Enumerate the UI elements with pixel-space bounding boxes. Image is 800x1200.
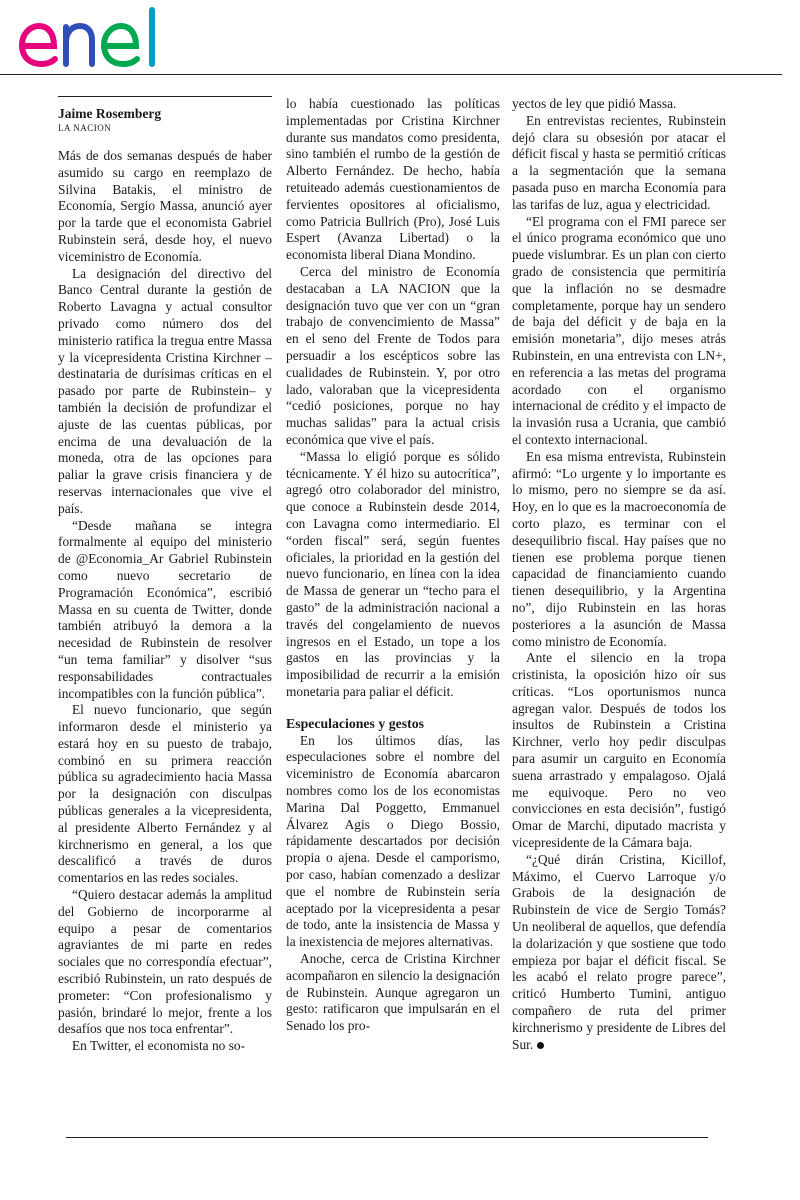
paragraph: lo había cuestionado las políticas implementadas por Cristina Kirchner durante sus mandatos como presidenta, sino también el rumbo de la gestión de Alberto Fernández. De hecho, había retuiteado además cuestionamientos de fervientes opositores al oficialismo, como Patricia Bullrich (Pro), José Luis Espert (Avanza Libertad) o la economista liberal Diana Mondino.: [286, 96, 500, 263]
paragraph: Cerca del ministro de Economía destacaban a LA NACION que la designación tuvo que ver con un “gran trabajo de convencimiento de Massa” en el seno del Frente de Todos para persuadir a los escépticos sobre las cualidades de Rubinstein. Y, por otro lado, valoraban que la vicepresidenta “cedió posiciones, porque no hay muchas salidas” para la actual crisis económica que vive el país.: [286, 263, 500, 447]
header-rule: [0, 74, 782, 75]
paragraph: En los últimos días, las especulaciones sobre el nombre del viceministro de Economía abarcaron nombres como los de los economistas Marina Dal Poggetto, Emmanuel Álvarez Agis o Diego Bossio, rápidamente descartados por decisión propia o ajena. Desde el camporismo, por caso, habían comenzado a deslizar que el nombre de Rubinstein sería aceptado por la vicepresidenta a pesar de todo, ante la insistencia de Massa y la inexistencia de mejores alternativas.: [286, 732, 500, 950]
end-mark-icon: [537, 1042, 544, 1049]
article-column-2: [286, 96, 500, 1035]
paragraph: El nuevo funcionario, que según informaron desde el ministerio ya estará hoy en su puesto de trabajo, combinó en su primera reacción pública su agradecimiento hacia Massa por la designación con disculpas públicas generales a la vicepresidenta, al presidente Alberto Fernández y al kirchnerismo en general, a los que descalificó a través de duros comentarios en las redes sociales.: [58, 702, 272, 886]
paragraph: En Twitter, el economista no so-: [72, 1038, 246, 1054]
logo-letter-e: [22, 26, 55, 64]
logo-letter-n: [66, 26, 92, 64]
paragraph-last: [512, 852, 726, 1054]
paragraph: En esa misma entrevista, Rubinstein afirmó: “Lo urgente y lo importante es lo mismo, pero no siempre se da así. Hoy, en lo que es la macroeconomía de corto plazo, es terminar con el desequilibrio fiscal. Hay países que no tienen ese problema porque tienen capacidad de financiamiento cuando tienen desequilibrio, y la Argentina no”, dijo Rubinstein en las horas posteriores a la asunción de Massa como ministro de Economía.: [512, 448, 726, 649]
paragraph: Ante el silencio en la tropa cristinista, la oposición hizo oír sus críticas. “Los oportunismos nunca agregan valor. Después de todos los insultos de Rubinstein a Cristina Kirchner, verlo hoy pedir disculpas para asumir un carguito en Economía suena arrastrado y empalagoso. Ojalá me equivoque. Pero no veo convicciones en esta decisión”, fustigó Omar de Marchi, diputado macrista y vicepresidente de la Cámara baja.: [512, 650, 726, 851]
enel-logo: [14, 6, 174, 70]
paragraph: “Quiero destacar además la amplitud del Gobierno de incorporarme al equipo a pesar de comentarios agraviantes de mi parte en redes sociales que no correspondía efectuar”, escribió Rubinstein, un rato después de prometer: “Con profesionalismo y pasión, brindaré lo mejor, frente a los desafíos que nos toca enfrentar”.: [58, 887, 272, 1037]
paragraph: La designación del directivo del Banco Central durante la gestión de Roberto Lavagna y actual consultor privado como número dos del ministerio ratifica la tregua entre Massa y la vicepresidenta Cristina Kirchner –destinataria de durísimas críticas en el pasado por parte de Rubinstein– y también la decisión de profundizar el ajuste de las cuentas públicas, por encima de una devaluación de la moneda, otra de las opciones para paliar la grave crisis financiera y de reservas internacionales que vive el país.: [58, 265, 272, 516]
author-rule: [58, 96, 272, 97]
paragraph: “Desde mañana se integra formalmente al equipo del ministerio de @Economia_Ar Gabriel Rubinstein como nuevo secretario de Programación Económica”, escribió Massa en su cuenta de Twitter, donde también atribuyó la demora a la necesidad de Rubinstein de resolver “un tema familiar” y disolver “sus responsabilidades contractuales incompatibles con la función pública”.: [58, 517, 272, 701]
paragraph: yectos de ley que pidió Massa.: [512, 96, 677, 111]
article-column-3: [512, 96, 726, 1053]
author-name: Jaime Rosemberg: [58, 106, 162, 121]
paragraph: “Massa lo eligió porque es sólido técnicamente. Y él hizo su autocrítica”, agregó otro colaborador del ministro, que conoce a Rubinstein desde 2014, con Lavagna como intermediario. El “orden fiscal” será, según fuentes oficiales, la prioridad en la gestión del nuevo funcionario, en línea con la idea de Massa de generar un “techo para el gasto” de la administración nacional a través del congelamiento de nuevos ingresos en el Estado, un tope a los gastos en las provincias y la imposibilidad de recurrir a la emisión monetaria para paliar el déficit.: [286, 448, 500, 699]
paragraph: Anoche, cerca de Cristina Kirchner acompañaron en silencio la designación de Rubinstein. Aunque agregaron un gesto: ratificaron que impulsarán en el Senado los pro-: [286, 951, 500, 1034]
article-column-1: [58, 96, 272, 1055]
logo-letter-e2: [104, 26, 137, 64]
author-outlet: LA NACION: [58, 123, 112, 133]
paragraph: “El programa con el FMI parece ser el único programa económico que uno puede vislumbrar. Es un plan con cierto grado de consistencia que permitiría que la inflación no se desmadre completamente, porque hay un sendero de baja del déficit y de baja en la emisión monetaria”, dijo meses atrás Rubinstein, en una entrevista con LN+, en referencia a las metas del programa acordado con el organismo internacional de crédito y el impacto de la invasión rusa a Ucrania, que cambió el contexto internacional.: [512, 213, 726, 447]
paragraph: Más de dos semanas después de haber asumido su cargo en reemplazo de Silvina Batakis, el ministro de Economía, Sergio Massa, anunció ayer por la tarde que el economista Gabriel Rubinstein será, desde hoy, el nuevo viceministro de Economía.: [58, 148, 272, 264]
footer-rule: [66, 1137, 708, 1138]
paragraph-text: “¿Qué dirán Cristina, Kicillof, Máximo, el Cuervo Larroque y/o Grabois de la designación de Rubinstein de vice de Sergio Tomás? Un neoliberal de aquellos, que defendía la dolarización y que sostiene que todo empieza por bajar el déficit fiscal. Se les acabó el relato progre parece”, criticó Humberto Tumini, antiguo compañero de ruta del primer kirchnerismo y presidente de Libres del Sur.: [512, 851, 726, 1052]
subheading: Especulaciones y gestos: [286, 715, 424, 731]
paragraph: En entrevistas recientes, Rubinstein dejó clara su obsesión por atacar el déficit fiscal y hasta se permitió críticas a la segmentación que la semana pasada puso en marcha Economía para las tarifas de luz, agua y electricidad.: [512, 112, 726, 212]
